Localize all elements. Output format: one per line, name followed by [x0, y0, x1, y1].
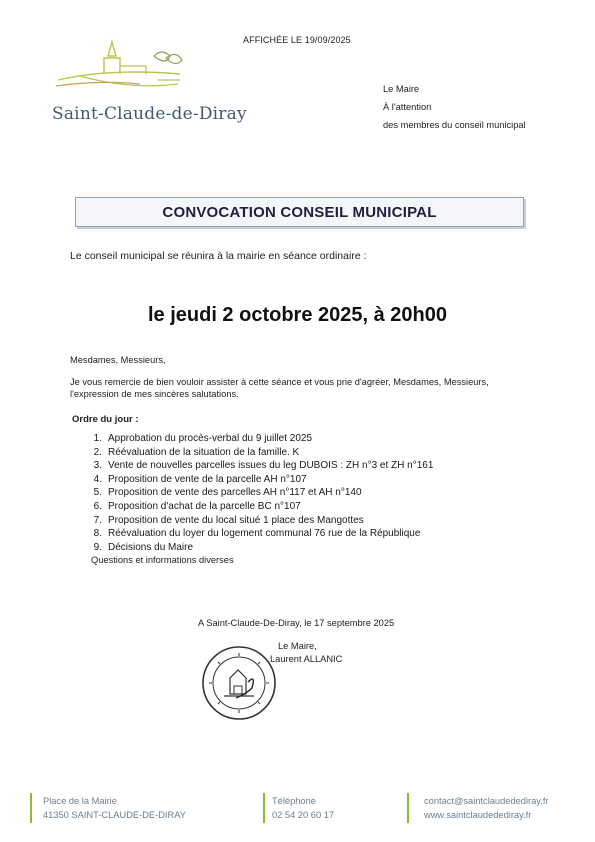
agenda-item [76, 446, 516, 460]
agenda-item [76, 527, 516, 541]
recipient-block [383, 80, 526, 134]
agenda-number: 7. [93, 514, 102, 526]
footer-phone-label: Téléphone [272, 796, 316, 806]
recipient-line: Le Maire [383, 84, 420, 94]
affichee-date: AFFICHÉE LE 19/09/2025 [243, 35, 351, 45]
meeting-date: le jeudi 2 octobre 2025, à 20h00 [147, 304, 448, 326]
footer-website: www.saintclaudedediray.fr [424, 810, 532, 820]
agenda-item [76, 514, 516, 528]
agenda-list [76, 432, 516, 554]
agenda-text: Proposition de vente de la parcelle AH n°107 [108, 473, 307, 485]
recipient-line: À l'attention [383, 102, 432, 112]
document-title-box [75, 197, 524, 227]
intro-text: Le conseil municipal se réunira à la mairie en séance ordinaire : [70, 250, 367, 262]
agenda-text: Proposition de vente du local situé 1 place des Mangottes [108, 514, 364, 526]
agenda-item [76, 473, 516, 487]
agenda-number: 1. [93, 433, 102, 444]
agenda-text: Proposition de vente des parcelles AH n°117 et AH n°140 [108, 487, 362, 499]
agenda-text: Proposition d'achat de la parcelle BC n°107 [108, 500, 301, 512]
footer-divider [30, 793, 32, 823]
signature-name: Laurent ALLANIC [270, 654, 343, 664]
agenda-text: Réévaluation de la situation de la famille. K [108, 446, 300, 458]
agenda-item [76, 432, 516, 446]
footer-address-line: Place de la Mairie [43, 796, 117, 806]
agenda-number: 2. [93, 446, 102, 458]
agenda-number: 5. [93, 487, 102, 499]
agenda-text: Décisions du Maire [108, 541, 194, 553]
footer-contact-block [424, 794, 549, 822]
agenda-item [76, 486, 516, 500]
agenda-number: 9. [93, 541, 102, 553]
thanks-paragraph: Je vous remercie de bien vouloir assister à cette séance et vous prie d'agréer, Mesdames, Messieurs, l'expression de mes sincères salutations. [70, 377, 489, 399]
greeting: Mesdames, Messieurs, [70, 355, 166, 365]
agenda-item [76, 459, 516, 473]
footer-email: contact@saintclaudedediray.fr [424, 796, 549, 806]
agenda-item [76, 541, 516, 555]
agenda-text: Vente de nouvelles parcelles issues du leg DUBOIS : ZH n°3 et ZH n°161 [108, 460, 434, 472]
agenda-title: Ordre du jour : [72, 414, 139, 425]
footer-phone: 02 54 20 60 17 [272, 810, 335, 820]
agenda-number: 3. [93, 460, 102, 472]
agenda-text: Réévaluation du loyer du logement communal 76 rue de la République [108, 528, 421, 540]
agenda-number: 8. [93, 528, 102, 540]
agenda-number: 4. [93, 473, 102, 485]
footer-address-line: 41350 SAINT-CLAUDE-DE-DIRAY [43, 810, 186, 820]
agenda-item [76, 500, 516, 514]
agenda-extra: Questions et informations diverses [91, 555, 234, 565]
footer-divider [263, 793, 265, 823]
footer-address [43, 794, 186, 822]
recipient-line: des membres du conseil municipal [383, 120, 526, 130]
signature-role: Le Maire, [278, 641, 317, 651]
document-title: CONVOCATION CONSEIL MUNICIPAL [162, 203, 437, 221]
logo-wordmark: Saint-Claude-de-Diray [52, 104, 247, 124]
mairie-stamp-icon [200, 644, 278, 722]
footer-phone-block [272, 794, 334, 822]
signature-place-date: A Saint-Claude-De-Diray, le 17 septembre 2025 [198, 618, 395, 628]
agenda-text: Approbation du procès-verbal du 9 juillet 2025 [108, 433, 313, 444]
footer-divider [407, 793, 409, 823]
agenda-number: 6. [93, 500, 102, 512]
